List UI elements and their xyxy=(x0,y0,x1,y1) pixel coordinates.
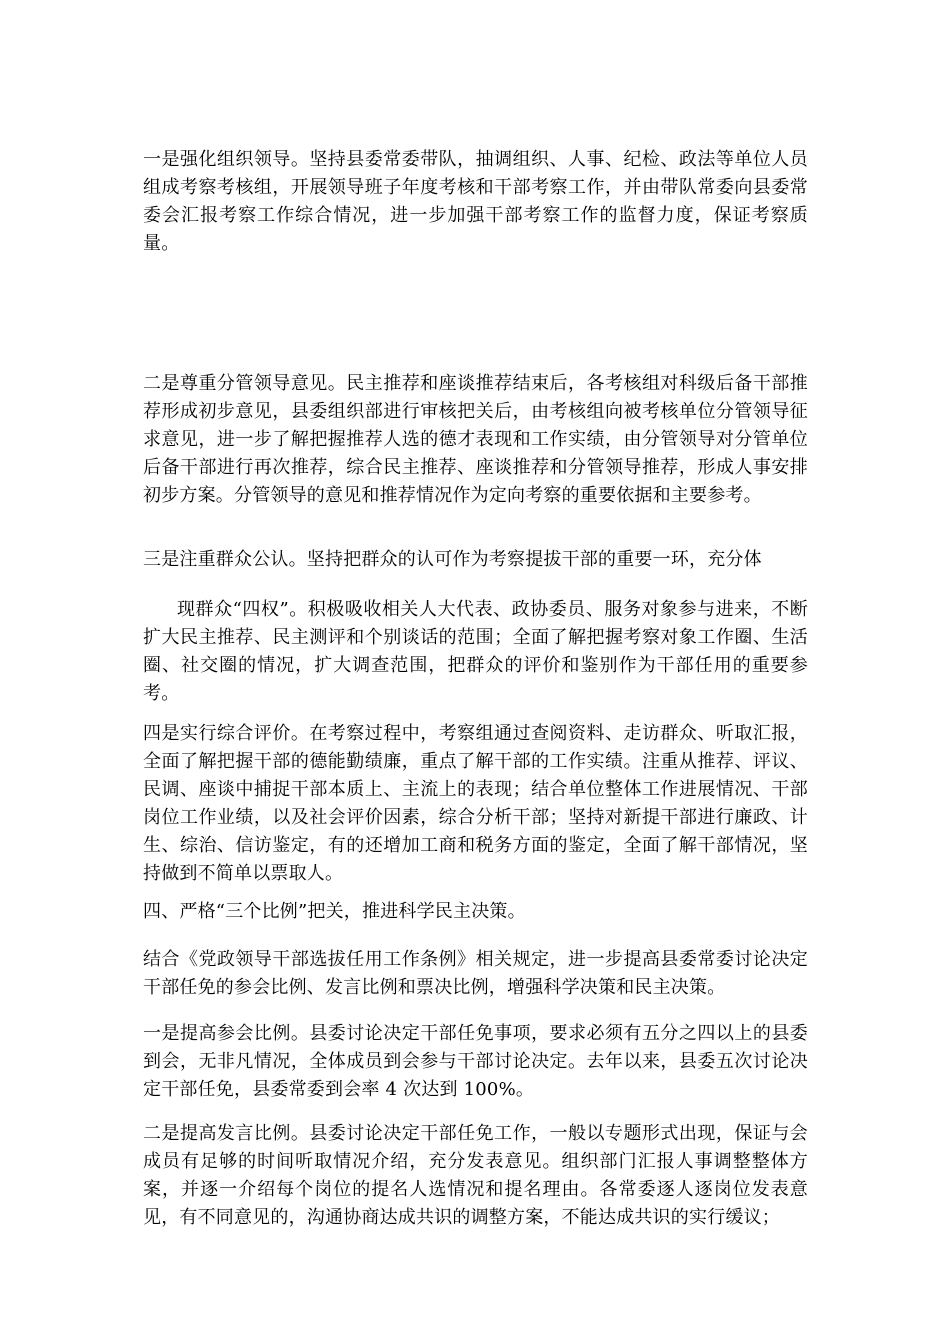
paragraph-respect-leader-opinion: 二是尊重分管领导意见。民主推荐和座谈推荐结束后，各考核组对科级后备干部推荐形成初步意见，县委组织部进行审核把关后，由考核组向被考核单位分管领导征求意见，进一步了解把握推荐人选的德才表现和工作实绩，由分管领导对分管单位后备干部进行再次推荐，综合民主推荐、座谈推荐和分管领导推荐，形成人事安排初步方案。分管领导的意见和推荐情况作为定向考察的重要依据和主要参考。 xyxy=(143,373,808,506)
section-heading-three-ratios: 四、严格“三个比例”把关，推进科学民主决策。 xyxy=(143,901,526,922)
paragraph-speaking-ratio: 二是提高发言比例。县委讨论决定干部任免工作，一般以专题形式出现，保证与会成员有足够的时间听取情况介绍，充分发表意见。组织部门汇报人事调整整体方案，并逐一介绍每个岗位的提名人选情况和提名理由。各常委逐人逐岗位发表意见，有不同意见的，沟通协商达成共识的调整方案，不能达成共识的实行缓议； xyxy=(143,1123,808,1228)
paragraph-strengthen-leadership: 一是强化组织领导。坚持县委常委带队，抽调组织、人事、纪检、政法等单位人员组成考察考核组，开展领导班子年度考核和干部考察工作，并由带队常委向县委常委会汇报考察工作综合情况，进一步加强干部考察工作的监督力度，保证考察质量。 xyxy=(143,149,808,254)
paragraph-regulation-intro: 结合《党政领导干部选拔任用工作条例》相关规定，进一步提高县委常委讨论决定干部任免的参会比例、发言比例和票决比例，增强科学决策和民主决策。 xyxy=(143,949,808,998)
paragraph-comprehensive-evaluation: 四是实行综合评价。在考察过程中，考察组通过查阅资料、走访群众、听取汇报，全面了解把握干部的德能勤绩廉，重点了解干部的工作实绩。注重从推荐、评议、民调、座谈中捕捉干部本质上、主流上的表现；结合单位整体工作进展情况、干部岗位工作业绩，以及社会评价因素，综合分析干部；坚持对新提干部进行廉政、计生、综治、信访鉴定，有的还增加工商和税务方面的鉴定，全面了解干部情况，坚持做到不简单以票取人。 xyxy=(143,723,808,884)
paragraph-public-recognition-cont: 现群众“四权”。积极吸收相关人大代表、政协委员、服务对象参与进来，不断扩大民主推荐、民主测评和个别谈话的范围；全面了解把握考察对象工作圈、生活圈、社交圈的情况，扩大调查范围，把群众的评价和鉴别作为干部任用的重要参考。 xyxy=(143,599,808,704)
paragraph-public-recognition-start: 三是注重群众公认。坚持把群众的认可作为考察提拔干部的重要一环，充分体 xyxy=(143,549,762,570)
paragraph-attendance-ratio: 一是提高参会比例。县委讨论决定干部任免事项，要求必须有五分之四以上的县委到会，无非凡情况，全体成员到会参与干部讨论决定。去年以来，县委五次讨论决定干部任免，县委常委到会率 4 次达到 100%。 xyxy=(143,1023,808,1100)
